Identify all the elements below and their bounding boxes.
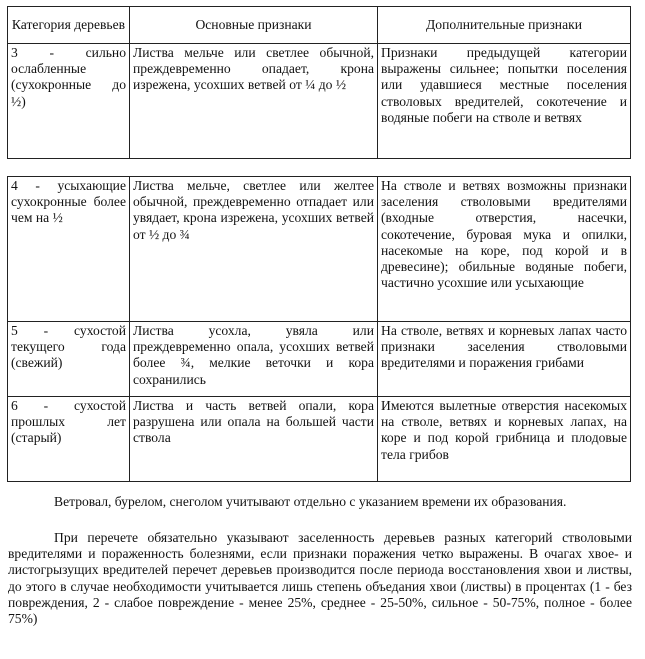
- table-row: [8, 397, 631, 482]
- row4-main-signs: Листва мельче, светлее или желтее обычной, преждевременно отпадает или увядает, крона изрежена, усохших ветвей от ½ до ¾: [130, 177, 378, 322]
- header-extra-signs: Дополнительные признаки: [378, 7, 631, 44]
- row6-extra-signs: Имеются вылетные отверстия насекомых на стволе, ветвях и корневых лапах, на коре и под корой грибница и плодовые тела грибов: [378, 397, 631, 482]
- paragraph-windfall: Ветровал, бурелом, снеголом учитывают отдельно с указанием времени их образования.: [54, 494, 567, 509]
- row4-extra-signs: На стволе и ветвях возможны признаки заселения стволовыми вредителями (входные отверстия, насечки, сокотечение, буровая мука и опилки, насекомые на коре, под корой и в древесине); обильные водяные побеги, частично усохшие или усыхающие: [378, 177, 631, 322]
- paragraph-recount: При перечете обязательно указывают заселенность деревьев разных категорий стволовыми вредителями и пораженность болезнями, если признаки поражения четко выражены. В очагах хвое- и листогрызущих вредителей перечет деревьев производится после периода восстановления хвои и листвы, до этого в случае необходимости учитывается лишь степень объедания хвои (листвы) в процентах (1 - без повреждения, 2 - слабое повреждение - менее 25%, среднее - 25-50%, сильное - 50-75%, полное - более 75%): [8, 530, 632, 627]
- table-row: [8, 44, 631, 159]
- row5-category: 5 - сухостой текущего года (свежий): [8, 322, 130, 397]
- row3-category: 3 - сильно ослабленные (сухокронные до ½): [8, 44, 130, 159]
- row5-main-signs: Листва усохла, увяла или преждевременно опала, усохших ветвей более ¾, мелкие веточки и кора сохранились: [130, 322, 378, 397]
- row5-extra-signs: На стволе, ветвях и корневых лапах часто признаки заселения стволовыми вредителями и поражения грибами: [378, 322, 631, 397]
- header-category: Категория деревьев: [8, 7, 130, 44]
- header-main-signs: Основные признаки: [130, 7, 378, 44]
- table-row: [8, 177, 631, 322]
- row4-category: 4 - усыхающие сухокронные более чем на ½: [8, 177, 130, 322]
- row6-main-signs: Листва и часть ветвей опали, кора разрушена или опала на большей части ствола: [130, 397, 378, 482]
- row3-main-signs: Листва мельче или светлее обычной, преждевременно опадает, крона изрежена, усохших ветвей от ¼ до ½: [130, 44, 378, 159]
- row6-category: 6 - сухостой прошлых лет (старый): [8, 397, 130, 482]
- tree-category-table-bottom: [7, 176, 631, 482]
- table-row: [8, 322, 631, 397]
- row3-extra-signs: Признаки предыдущей категории выражены сильнее; попытки поселения или удавшиеся местные поселения стволовых вредителей, сокотечение и водяные побеги на стволе и ветвях: [378, 44, 631, 159]
- tree-category-table-top: [7, 6, 631, 159]
- table-header-row: [8, 7, 631, 44]
